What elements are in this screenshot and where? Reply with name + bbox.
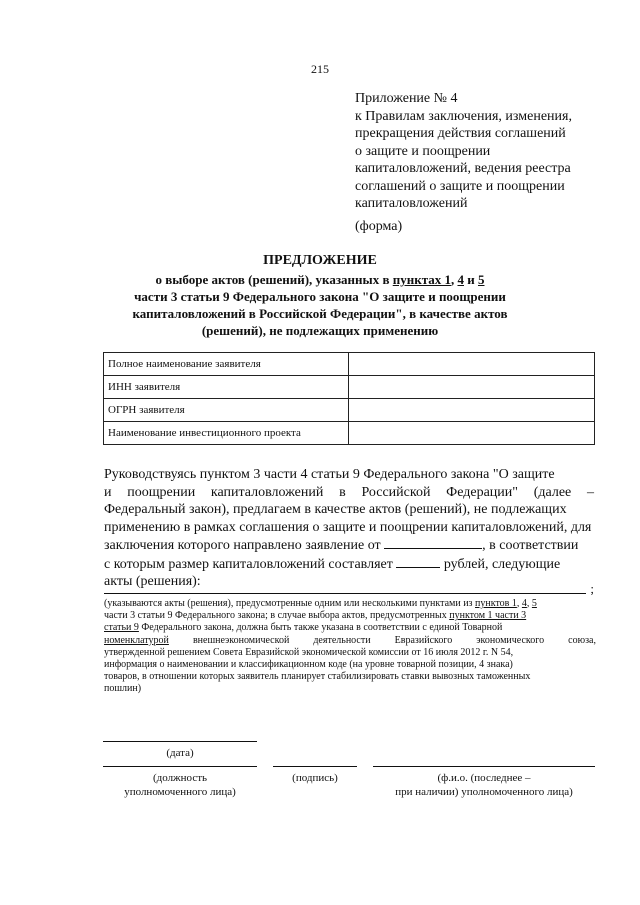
name-label: [363, 771, 605, 799]
row-value-field[interactable]: [349, 376, 595, 399]
table-row: [104, 399, 595, 422]
application-date-blank[interactable]: [384, 536, 482, 549]
form-note: (форма): [355, 219, 403, 234]
note-line: [104, 635, 596, 647]
appendix-line: капиталовложений: [355, 196, 468, 211]
note-line: [104, 610, 596, 622]
name-label-line: при наличии) уполномоченного лица): [395, 786, 573, 798]
table-row: [104, 422, 595, 445]
body-line: [104, 536, 594, 555]
link-nomenklatura[interactable]: номенклатурой: [104, 634, 169, 646]
link-punkt-1[interactable]: пунктов 1: [475, 598, 517, 609]
body-text: , в соответствии: [482, 538, 579, 553]
note-line: информация о наименовании и классификационном коде (на уровне товарной позиции, 4 знака): [104, 659, 513, 671]
body-word: (далее: [533, 484, 572, 500]
body-word: капиталовложений: [210, 484, 324, 500]
row-label: ОГРН заявителя: [104, 399, 349, 422]
link-punkt-1[interactable]: пунктах 1: [392, 272, 451, 287]
investment-amount-blank[interactable]: [396, 555, 440, 568]
table-row: [104, 353, 595, 376]
appendix-line: капиталовложений, ведения реестра: [355, 161, 571, 176]
subtitle-line-4: (решений), не подлежащих применению: [201, 323, 439, 338]
body-line: применению в рамках соглашения о защите и поощрении капиталовложений, для: [104, 519, 592, 535]
subtitle-line-1: [100, 271, 540, 288]
appendix-line: Приложение № 4: [355, 91, 458, 106]
body-text: с которым размер капиталовложений составляет: [104, 556, 393, 572]
body-text: рублей, следующие: [443, 556, 561, 572]
position-label: [95, 771, 265, 799]
body-word: Федерации": [446, 484, 518, 500]
body-line: [104, 484, 594, 502]
acts-entry-field[interactable]: [104, 581, 594, 595]
subtitle-line-3: капиталовложений в Российской Федерации", в качестве актов: [132, 306, 508, 321]
subtitle-text: ,: [450, 272, 458, 287]
link-punkt-1-chast-3[interactable]: пунктом 1 части 3: [449, 610, 527, 622]
body-line: Федеральный закон), предлагаем в качестве актов (решений), не подлежащих: [104, 502, 567, 517]
position-label-line: уполномоченного лица): [124, 786, 236, 798]
row-label: Полное наименование заявителя: [104, 353, 349, 376]
note-text: части 3 статьи 9 Федерального закона; в случае выбора актов, предусмотренных: [104, 610, 450, 622]
subtitle-line-2: части 3 статьи 9 Федерального закона "О защите и поощрении: [134, 289, 506, 304]
applicant-info-table: [103, 352, 595, 445]
note-line: утвержденной решением Совета Евразийской экономической комиссии от 16 июля 2012 г. N 54,: [104, 646, 514, 658]
body-word: и: [104, 484, 112, 500]
name-signature-line[interactable]: [373, 766, 595, 767]
link-punkt-5[interactable]: 5: [477, 272, 485, 287]
body-word: –: [586, 484, 594, 500]
link-punkt-4[interactable]: 4: [457, 272, 464, 287]
row-value-field[interactable]: [349, 422, 595, 445]
sign-signature-line[interactable]: [273, 766, 357, 767]
body-word: в: [339, 484, 346, 500]
page-number: 215: [311, 62, 329, 76]
link-punkt-5[interactable]: 5: [531, 598, 537, 609]
appendix-line: соглашений о защите и поощрении: [355, 178, 565, 194]
appendix-header: [355, 90, 615, 213]
note-text: ,: [516, 598, 522, 609]
subtitle-text: о выборе актов (решений), указанных в: [155, 272, 393, 287]
body-word: Российской: [361, 484, 431, 500]
table-row: [104, 376, 595, 399]
document-subtitle: [100, 271, 540, 339]
body-paragraph: [104, 466, 594, 591]
note-line: пошлин): [104, 683, 142, 695]
note-word: Евразийского: [394, 634, 453, 646]
subtitle-text: и: [463, 272, 478, 287]
note-word: внешнеэкономической: [192, 634, 290, 646]
row-value-field[interactable]: [349, 399, 595, 422]
acts-entry-line: [104, 593, 586, 594]
acts-semicolon: ;: [590, 581, 594, 596]
appendix-line: о защите и поощрении: [355, 143, 491, 159]
note-word: деятельности: [313, 634, 371, 646]
note-line: товаров, в отношении которых заявитель планирует стабилизировать ставки вывозных таможенных: [104, 671, 531, 683]
body-word: поощрении: [127, 484, 196, 500]
body-text: заключения которого направлено заявление от: [104, 538, 381, 553]
appendix-line: прекращения действия соглашений: [355, 126, 566, 141]
note-line: [104, 622, 596, 634]
name-label-line: (ф.и.о. (последнее –: [437, 772, 531, 784]
instruction-note: [104, 598, 596, 696]
body-line: Руководствуясь пунктом 3 части 4 статьи 9 Федерального закона "О защите: [104, 467, 555, 482]
note-word: экономического: [476, 634, 545, 646]
row-label: ИНН заявителя: [104, 376, 349, 399]
row-label: Наименование инвестиционного проекта: [104, 422, 349, 445]
date-signature-line[interactable]: [103, 741, 257, 742]
appendix-line: к Правилам заключения, изменения,: [355, 108, 572, 124]
date-label: (дата): [166, 747, 194, 759]
position-signature-line[interactable]: [103, 766, 257, 767]
link-punkt-4[interactable]: 4: [521, 598, 527, 609]
note-line: [104, 598, 596, 610]
body-line: [104, 555, 594, 574]
link-statya-9[interactable]: статьи 9: [104, 622, 139, 634]
document-title: ПРЕДЛОЖЕНИЕ: [263, 253, 377, 268]
row-value-field[interactable]: [349, 353, 595, 376]
note-text: ,: [526, 598, 532, 609]
note-text: (указываются акты (решения), предусмотренные одним или несколькими пунктами из: [104, 598, 476, 609]
position-label-line: (должность: [152, 772, 208, 784]
note-text: Федерального закона, должна быть также указана в соответствии с единой Товарной: [138, 622, 503, 634]
note-word: союза,: [568, 634, 596, 646]
sign-label: (подпись): [292, 772, 338, 784]
body-line: акты (решения):: [104, 574, 201, 589]
